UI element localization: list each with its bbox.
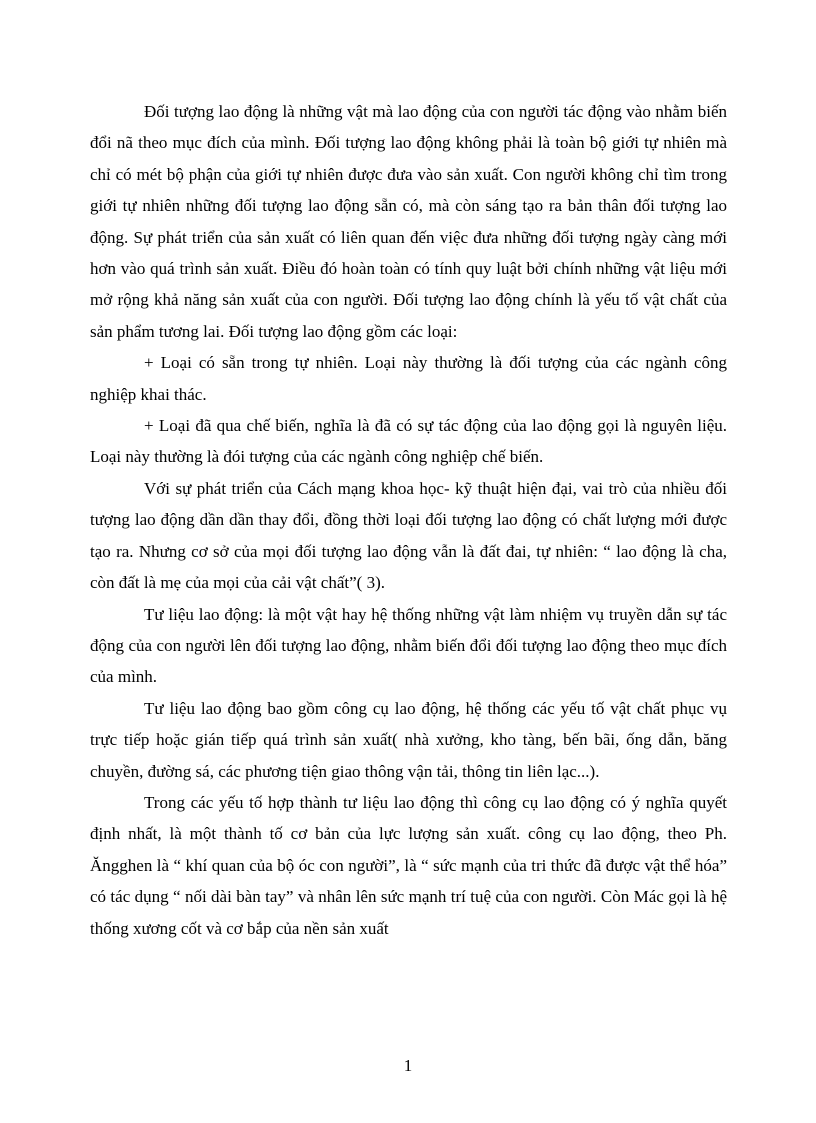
paragraph-loai-da-qua-che-bien: + Loại đã qua chế biến, nghĩa là đã có sự tác động của lao động gọi là nguyên liệu. Loại này thường là đói tượng của các ngành công nghiệp chế biến.: [90, 416, 727, 467]
paragraph-tu-lieu-lao-dong-bao-gom: Tư liệu lao động bao gồm công cụ lao động, hệ thống các yếu tố vật chất phục vụ trực tiếp hoặc gián tiếp quá trình sản xuất( nhà xưởng, kho tàng, bến bãi, ống dẫn, băng chuyền, đường sá, các phương tiện giao thông vận tải, thông tin liên lạc...).: [90, 698, 727, 781]
paragraph-cong-cu-lao-dong: Trong các yếu tố hợp thành tư liệu lao động thì công cụ lao động có ý nghĩa quyết định nhất, là một thành tố cơ bản của lực lượng sản xuất. công cụ lao động, theo Ph. Ăngghen là “ khí quan của bộ óc con người”, là “ sức mạnh của tri thức đã được vật thể hóa” có tác dụng “ nối dài bàn tay” và nhân lên sức mạnh trí tuệ của con người. Còn Mác gọi là hệ thống xương cốt và cơ bắp của nền sản xuất: [90, 792, 727, 938]
paragraph-doi-tuong-lao-dong: Đối tượng lao động là những vật mà lao động của con người tác động vào nhằm biến đổi nã theo mục đích của mình. Đối tượng lao động không phải là toàn bộ giới tự nhiên mà chỉ có mét bộ phận của giới tự nhiên được đưa vào sản xuất. Con người không chỉ tìm trong giới tự nhiên những đối tượng lao động sẵn có, mà còn sáng tạo ra bản thân đối tượng lao động. Sự phát triển của sản xuất có liên quan đến việc đưa những đối tượng ngày càng mới hơn vào quá trình sản xuất. Điều đó hoàn toàn có tính quy luật bởi chính những vật liệu mới mở rộng khả năng sản xuất của con người. Đối tượng lao động chính là yếu tố vật chất của sản phẩm tương lai. Đối tượng lao động gồm các loại:: [90, 102, 727, 341]
page-number: 1: [403, 1056, 413, 1075]
paragraph-loai-co-san: + Loại có sẵn trong tự nhiên. Loại này thường là đối tượng của các ngành công nghiệp khai thác.: [90, 353, 727, 404]
paragraph-cach-mang-khoa-hoc: Với sự phát triển của Cách mạng khoa học- kỹ thuật hiện đại, vai trò của nhiều đối tượng lao động dần dần thay đổi, đồng thời loại đối tượng lao động có chất lượng mới được tạo ra. Nhưng cơ sở của mọi đối tượng lao động vẫn là đất đai, tự nhiên: “ lao động là cha, còn đất là mẹ của mọi của cải vật chất”( 3).: [90, 478, 727, 593]
paragraph-tu-lieu-lao-dong-dinh-nghia: Tư liệu lao động: là một vật hay hệ thống những vật làm nhiệm vụ truyền dẫn sự tác động của con người lên đối tượng lao động, nhằm biến đổi đối tượng lao động theo mục đích của mình.: [90, 604, 727, 687]
document-body: [90, 96, 727, 944]
